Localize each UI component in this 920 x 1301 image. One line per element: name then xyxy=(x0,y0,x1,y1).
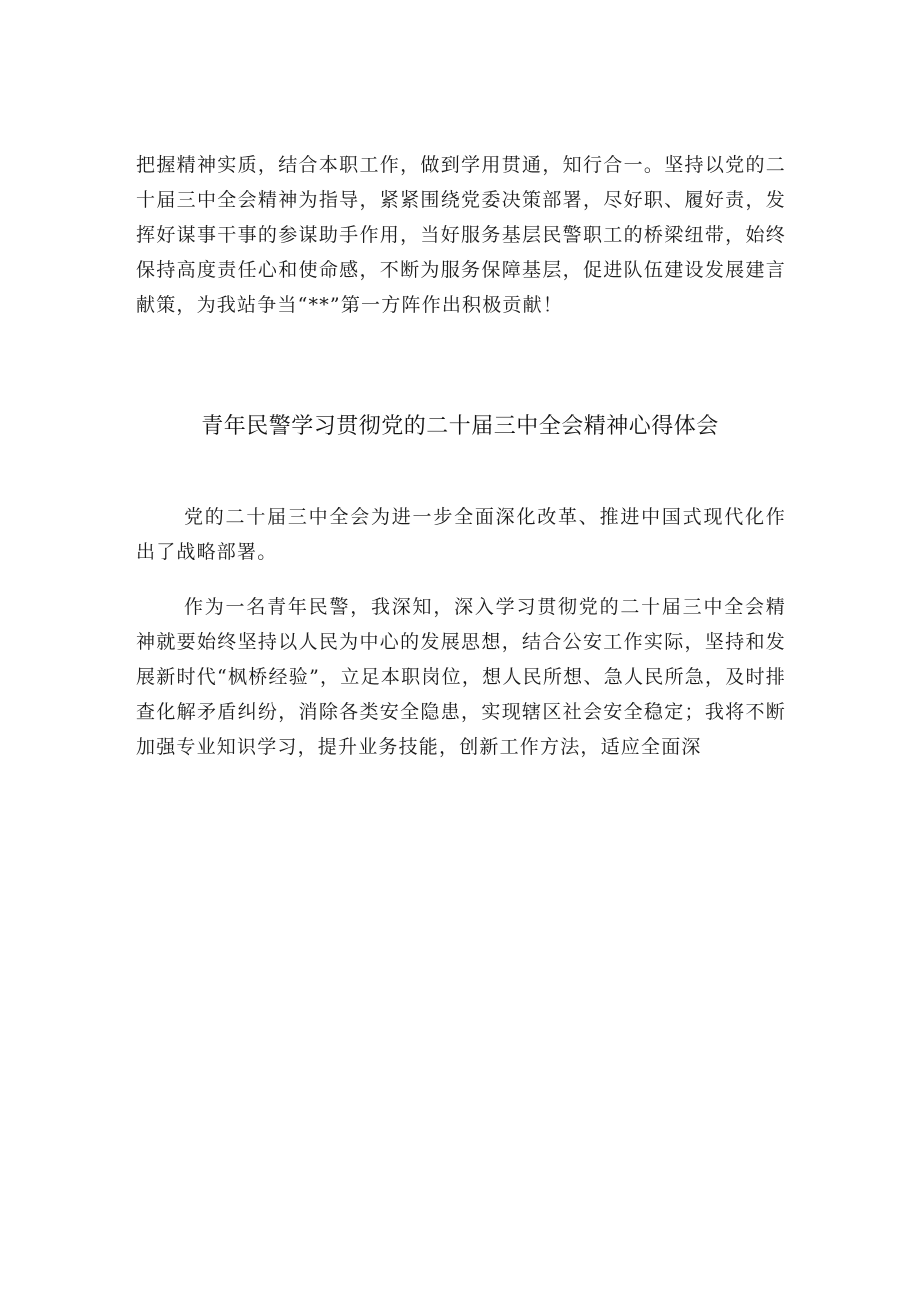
body-paragraph: 作为一名青年民警，我深知，深入学习贯彻党的二十届三中全会精神就要始终坚持以人民为中心的发展思想，结合公安工作实际，坚持和发展新时代“枫桥经验”，立足本职岗位，想人民所想、急人民所急，及时排查化解矛盾纠纷，消除各类安全隐患，实现辖区社会安全稳定；我将不断加强专业知识学习，提升业务技能，创新工作方法，适应全面深 xyxy=(136,596,786,758)
article-title: 青年民警学习贯彻党的二十届三中全会精神心得体会 xyxy=(201,414,719,439)
body-paragraph: 党的二十届三中全会为进一步全面深化改革、推进中国式现代化作出了战略部署。 xyxy=(136,506,786,563)
continuation-paragraph: 把握精神实质，结合本职工作，做到学用贯通，知行合一。坚持以党的二十届三中全会精神为指导，紧紧围绕党委决策部署，尽好职、履好责，发挥好谋事干事的参谋助手作用，当好服务基层民警职工的桥梁纽带，始终保持高度责任心和使命感，不断为服务保障基层，促进队伍建设发展建言献策，为我站争当“**”第一方阵作出积极贡献！ xyxy=(136,154,786,316)
